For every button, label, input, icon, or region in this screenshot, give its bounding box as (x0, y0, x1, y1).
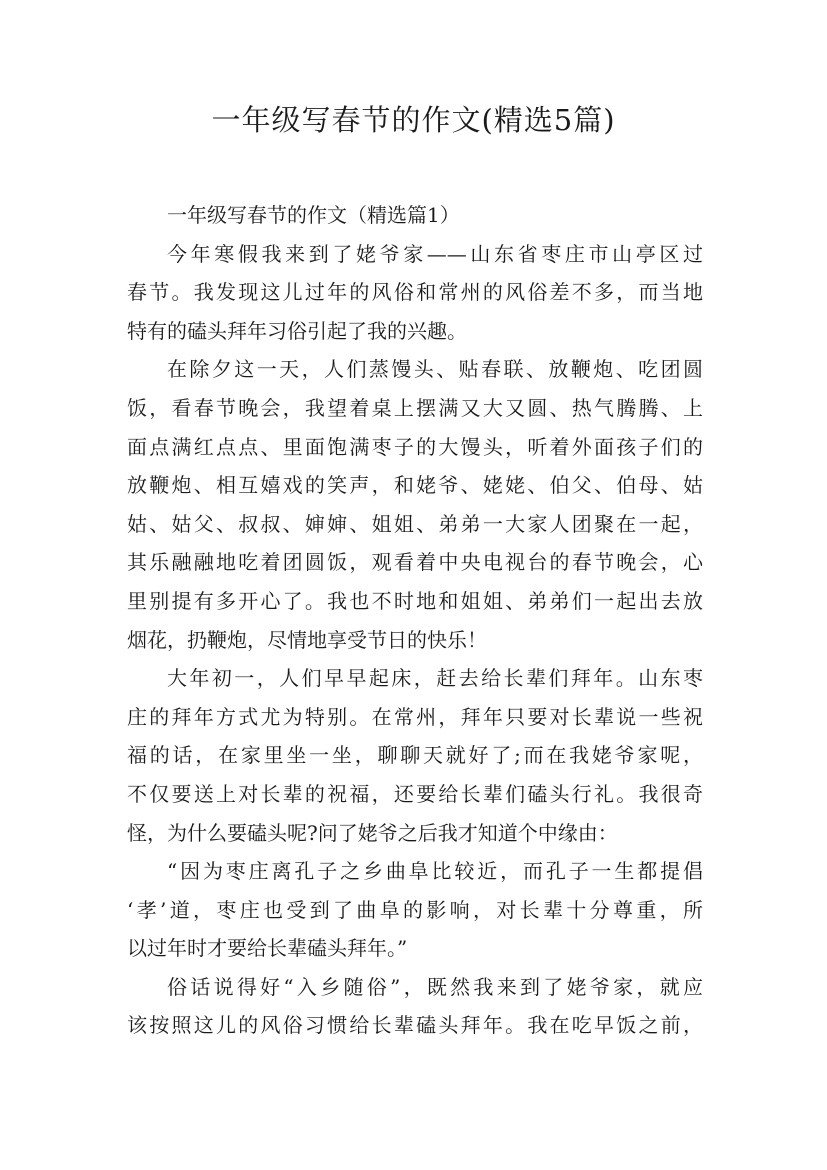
paragraph-line: 俗话说得好“入乡随俗”，既然我来到了姥爷家，就应 (167, 974, 703, 999)
paragraph-line: 特有的磕头拜年习俗引起了我的兴趣。 (127, 318, 467, 343)
paragraph-line: 大年初一，人们早早起床，赶去给长辈们拜年。山东枣 (167, 666, 703, 691)
paragraph-line: 其乐融融地吃着团圆饭，观看着中央电视台的春节晚会，心 (127, 550, 703, 575)
paragraph-line: 该按照这儿的风俗习惯给长辈磕头拜年。我在吃早饭之前， (127, 1013, 703, 1038)
paragraph-line: 姑、姑父、叔叔、婶婶、姐姐、弟弟一大家人团聚在一起， (127, 511, 703, 536)
paragraph-line: 里别提有多开心了。我也不时地和姐姐、弟弟们一起出去放 (127, 588, 703, 613)
paragraph (127, 659, 703, 852)
paragraph-line: ‘孝’道，枣庄也受到了曲阜的影响，对长辈十分尊重，所 (127, 897, 703, 922)
document-body (127, 196, 703, 1045)
paragraph-line: 怪，为什么要磕头呢?问了姥爷之后我才知道个中缘由： (127, 820, 618, 845)
paragraph-line: 放鞭炮、相互嬉戏的笑声，和姥爷、姥姥、伯父、伯母、姑 (127, 473, 703, 498)
paragraph (127, 968, 703, 1045)
paragraph (127, 235, 703, 351)
paragraph-line: 不仅要送上对长辈的祝福，还要给长辈们磕头行礼。我很奇 (127, 781, 703, 806)
paragraph-line: 饭，看春节晚会，我望着桌上摆满又大又圆、热气腾腾、上 (127, 395, 703, 420)
paragraph-line: 春节。我发现这儿过年的风俗和常州的风俗差不多，而当地 (127, 280, 703, 305)
paragraph-line: 面点满红点点、里面饱满枣子的大馒头，听着外面孩子们的 (127, 434, 703, 459)
paragraph-line: 以过年时才要给长辈磕头拜年。” (127, 936, 408, 961)
section-heading: 一年级写春节的作文（精选篇1） (167, 203, 460, 227)
paragraph-line: 在除夕这一天，人们蒸馒头、贴春联、放鞭炮、吃团圆 (167, 357, 703, 382)
paragraph-line: 福的话，在家里坐一坐，聊聊天就好了;而在我姥爷家呢， (127, 743, 703, 768)
paragraph-line: 今年寒假我来到了姥爷家——山东省枣庄市山亭区过 (167, 241, 703, 266)
paragraph (127, 350, 703, 659)
paragraph-container (127, 235, 703, 1045)
document-title: 一年级写春节的作文(精选5篇) (211, 103, 616, 137)
paragraph-line: 烟花，扔鞭炮，尽情地享受节日的快乐！ (127, 627, 487, 652)
paragraph (127, 852, 703, 968)
paragraph-line: “因为枣庄离孔子之乡曲阜比较近，而孔子一生都提倡 (167, 859, 703, 884)
paragraph-line: 庄的拜年方式尤为特别。在常州，拜年只要对长辈说一些祝 (127, 704, 703, 729)
